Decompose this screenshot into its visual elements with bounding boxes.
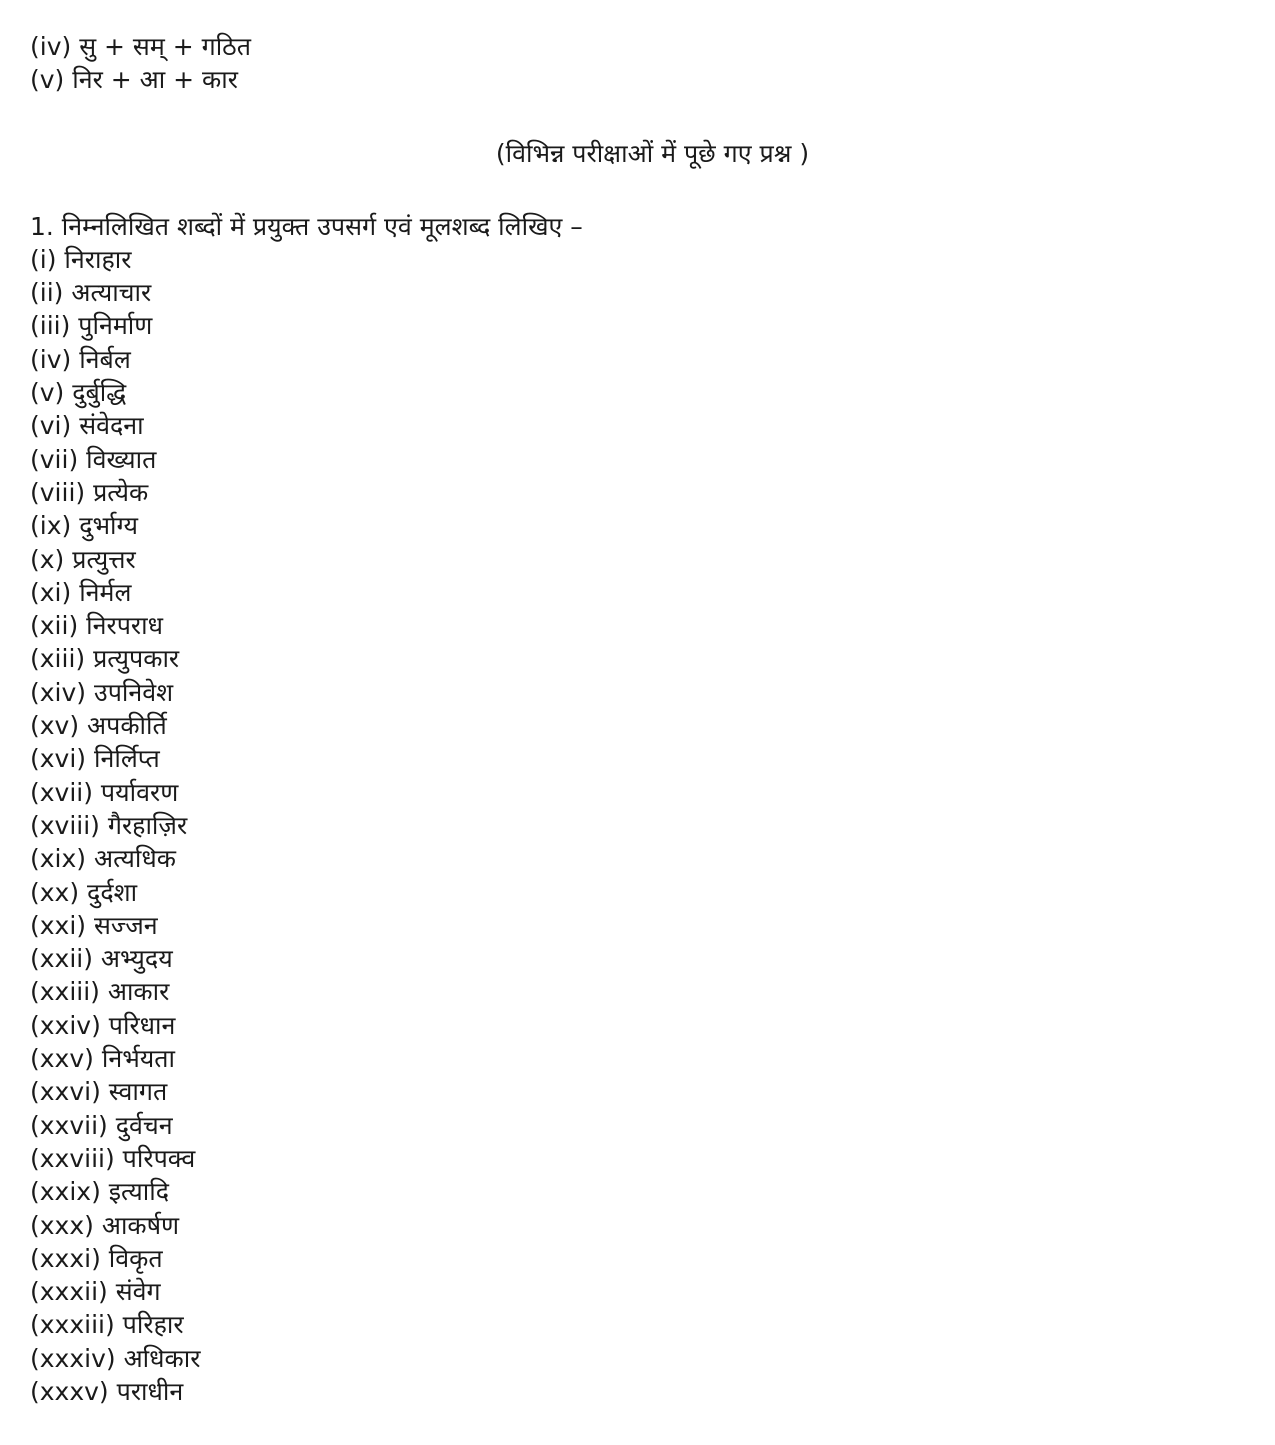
question-text: 1. निम्नलिखित शब्दों में प्रयुक्त उपसर्ग एवं मूलशब्द लिखिए – bbox=[30, 211, 583, 241]
list-item: (xxx) आकर्षण bbox=[30, 1210, 180, 1240]
list-item: (xxxi) विकृत bbox=[30, 1243, 163, 1273]
list-item: (xi) निर्मल bbox=[30, 577, 132, 607]
list-item: (xxxiii) परिहार bbox=[30, 1310, 184, 1340]
list-item: (i) निराहार bbox=[30, 244, 132, 274]
word-list bbox=[30, 243, 1245, 1408]
list-item: (xx) दुर्दशा bbox=[30, 877, 138, 907]
list-item: (xxix) इत्यादि bbox=[30, 1177, 170, 1207]
list-item: (xviii) गैरहाज़िर bbox=[30, 810, 188, 840]
list-item: (iii) पुनिर्माण bbox=[30, 311, 153, 341]
list-item: (ii) अत्याचार bbox=[30, 278, 152, 308]
list-item: (xxi) सज्जन bbox=[30, 910, 158, 940]
list-item: (xxv) निर्भयता bbox=[30, 1044, 175, 1074]
list-item: (xxxiv) अधिकार bbox=[30, 1343, 201, 1373]
list-item: (xii) निरपराध bbox=[30, 611, 163, 641]
list-item: (vii) विख्यात bbox=[30, 444, 157, 474]
section-heading: (विभिन्न परीक्षाओं में पूछे गए प्रश्न ) bbox=[495, 138, 810, 168]
list-item: (xiv) उपनिवेश bbox=[30, 677, 174, 707]
list-item: (viii) प्रत्येक bbox=[30, 477, 149, 507]
list-item: (xiii) प्रत्युपकार bbox=[30, 644, 180, 674]
list-item: (xxviii) परिपक्व bbox=[30, 1143, 196, 1173]
list-item: (xv) अपकीर्ति bbox=[30, 711, 167, 741]
list-item: (ix) दुर्भाग्य bbox=[30, 511, 139, 541]
list-item: (xvi) निर्लिप्त bbox=[30, 744, 160, 774]
list-item: (vi) संवेदना bbox=[30, 411, 144, 441]
list-item: (v) दुर्बुद्धि bbox=[30, 378, 127, 408]
list-item: (xxiv) परिधान bbox=[30, 1010, 176, 1040]
list-item: (iv) निर्बल bbox=[30, 344, 131, 374]
list-item: (xxvii) दुर्वचन bbox=[30, 1110, 173, 1140]
previous-answer-line: (iv) सु + सम् + गठित bbox=[30, 32, 251, 61]
list-item: (xxxii) संवेग bbox=[30, 1277, 161, 1307]
list-item: (x) प्रत्युत्तर bbox=[30, 544, 136, 574]
document-page bbox=[30, 30, 1245, 1408]
list-item: (xxii) अभ्युदय bbox=[30, 944, 173, 974]
list-item: (xvii) पर्यावरण bbox=[30, 777, 179, 807]
list-item: (xxxv) पराधीन bbox=[30, 1376, 184, 1406]
list-item: (xix) अत्यधिक bbox=[30, 844, 176, 874]
previous-answer-line: (v) निर + आ + कार bbox=[30, 65, 238, 95]
list-item: (xxvi) स्वागत bbox=[30, 1077, 168, 1107]
previous-answers bbox=[30, 30, 1245, 97]
list-item: (xxiii) आकार bbox=[30, 977, 170, 1007]
